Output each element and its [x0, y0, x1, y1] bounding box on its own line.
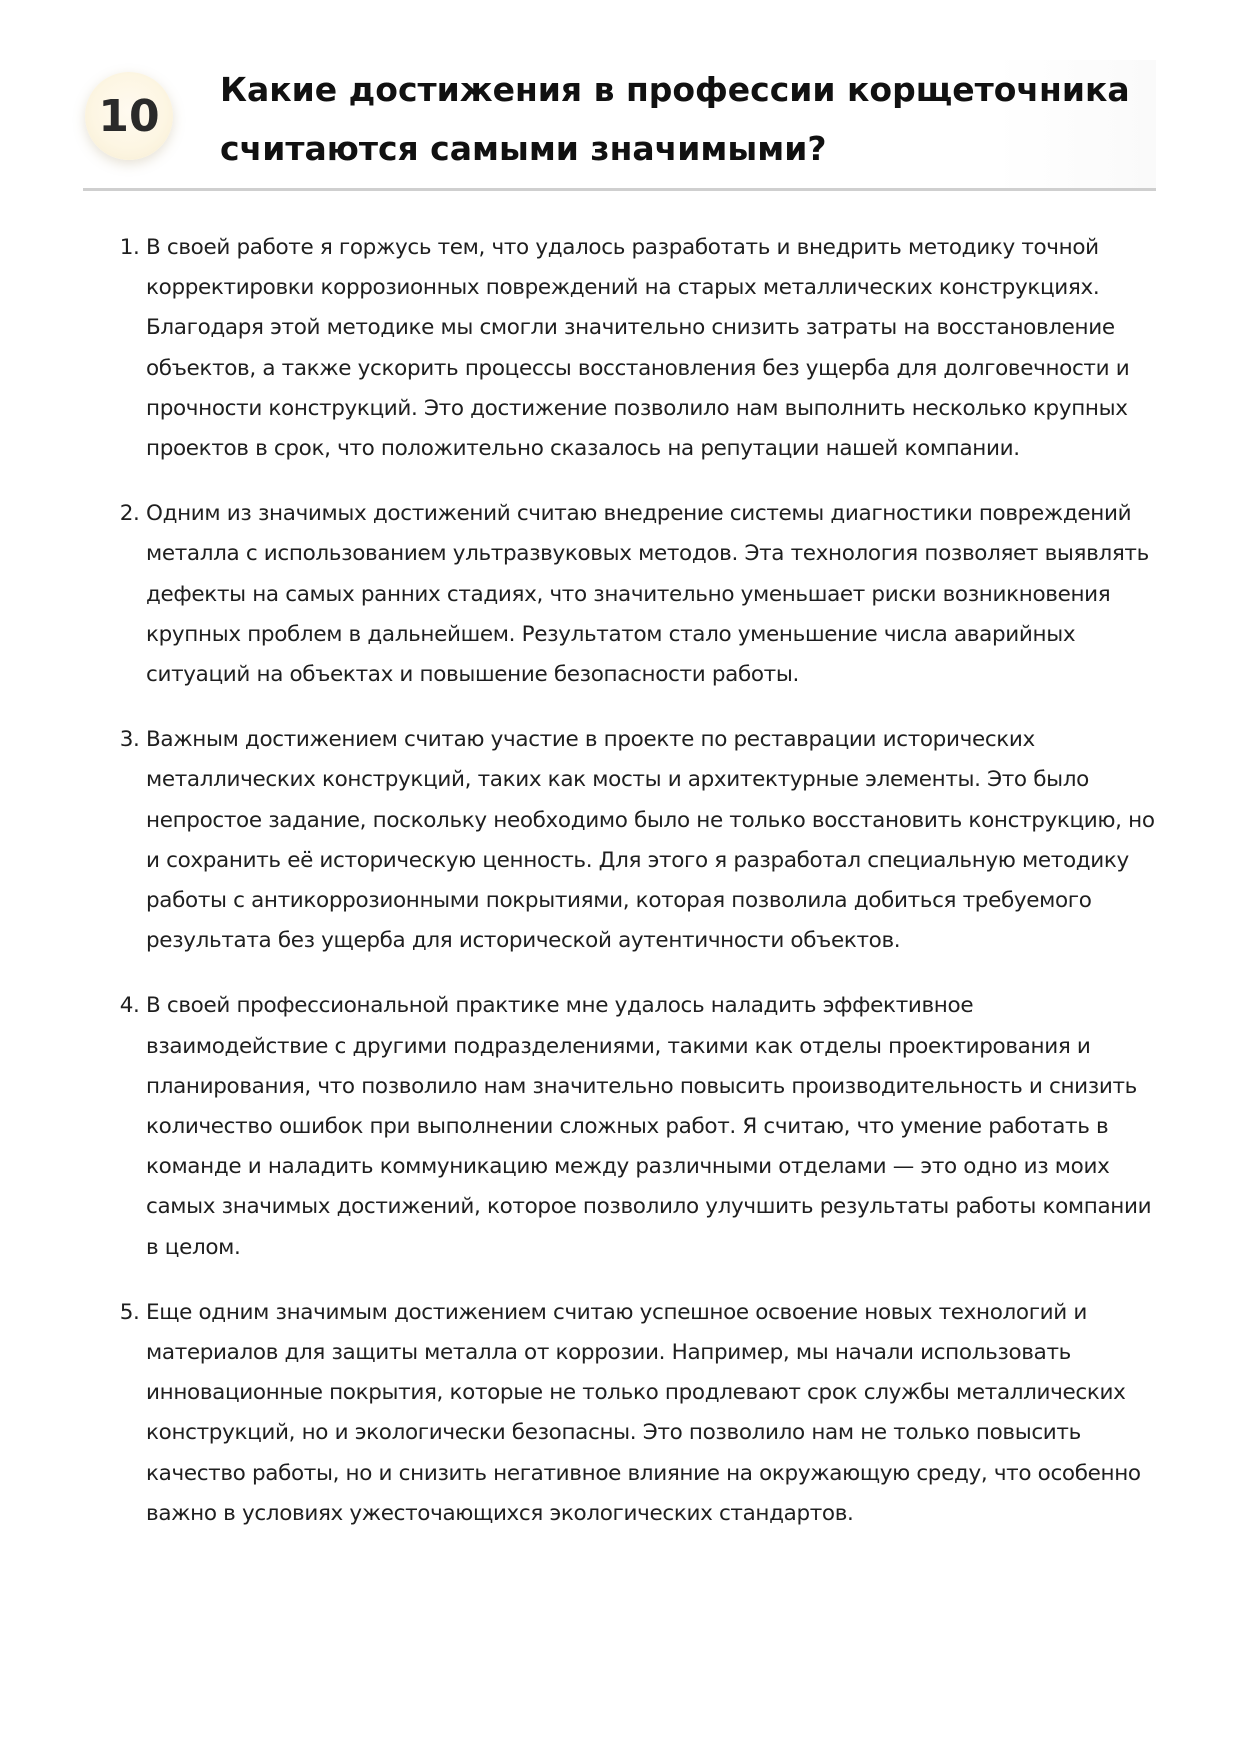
answer-item-3: 3. Важным достижением считаю участие в проекте по реставрации исторических металлических конструкций, таких как мосты и архитектурные элементы. Это было непростое задание, поскольку необходимо было не только восстановить конструкцию, но и сохранить её историческую ценность. Для этого я разработал специальную методику работы с антикоррозионными покрытиями, которая позволила добиться требуемого результата без ущерба для исторической аутентичности объектов.	[146, 720, 1158, 961]
question-title: Какие достижения в профессии корщеточника считаются самыми значимыми?	[220, 70, 1130, 168]
answer-item-4: 4. В своей профессиональной практике мне удалось наладить эффективное взаимодействие с другими подразделениями, такими как отделы проектирования и планирования, что позволило нам значительно повысить производительность и снизить количество ошибок при выполнении сложных работ. Я считаю, что умение работать в команде и наладить коммуникацию между различными отделами — это одно из моих самых значимых достижений, которое позволило улучшить результаты работы компании в целом.	[146, 986, 1158, 1267]
question-number-badge	[85, 72, 173, 160]
answer-content	[108, 228, 1158, 1559]
question-number: 10	[98, 90, 160, 142]
answer-item-5: 5. Еще одним значимым достижением считаю успешное освоение новых технологий и материалов для защиты металла от коррозии. Например, мы начали использовать инновационные покрытия, которые не только продлевают срок службы металлических конструкций, но и экологически безопасны. Это позволило нам не только повысить качество работы, но и снизить негативное влияние на окружающую среду, что особенно важно в условиях ужесточающихся экологических стандартов.	[146, 1293, 1158, 1534]
answer-item-1: 1. В своей работе я горжусь тем, что удалось разработать и внедрить методику точной корректировки коррозионных повреждений на старых металлических конструкциях. Благодаря этой методике мы смогли значительно снизить затраты на восстановление объектов, а также ускорить процессы восстановления без ущерба для долговечности и прочности конструкций. Это достижение позволило нам выполнить несколько крупных проектов в срок, что положительно сказалось на репутации нашей компании.	[146, 228, 1158, 469]
answer-list	[108, 228, 1158, 1534]
question-header	[83, 60, 1156, 191]
answer-item-2: 2. Одним из значимых достижений считаю внедрение системы диагностики повреждений металла с использованием ультразвуковых методов. Эта технология позволяет выявлять дефекты на самых ранних стадиях, что значительно уменьшает риски возникновения крупных проблем в дальнейшем. Результатом стало уменьшение числа аварийных ситуаций на объектах и повышение безопасности работы.	[146, 494, 1158, 695]
